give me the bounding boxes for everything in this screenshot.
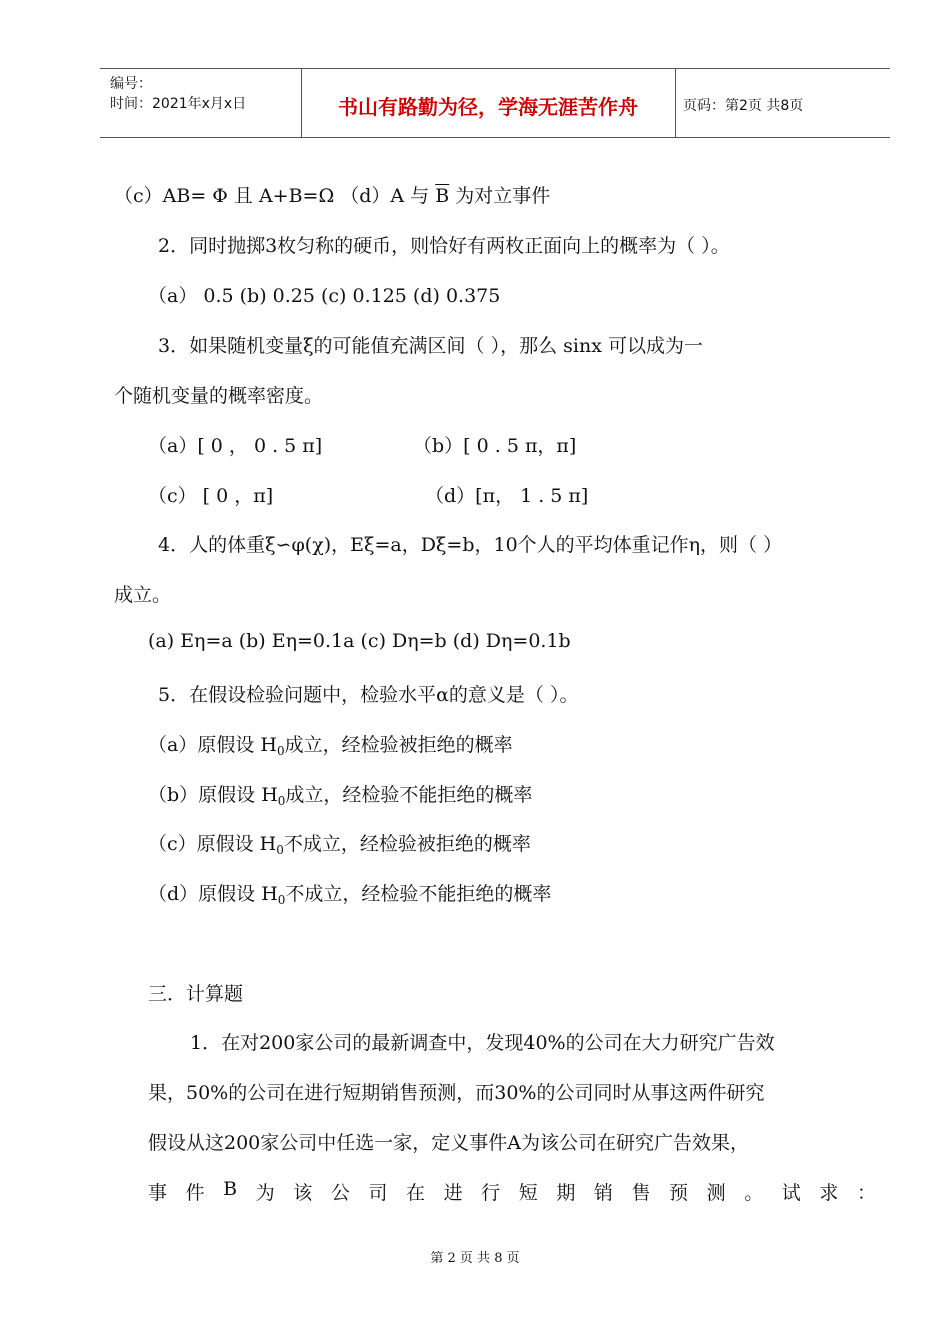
justified-char: 预	[669, 1182, 689, 1204]
justified-char: 售	[631, 1182, 651, 1204]
q5a-post: 成立，经检验被拒绝的概率	[284, 734, 513, 756]
justified-char: B	[223, 1178, 238, 1200]
question-5: 5．在假设检验问题中，检验水平α的意义是（ ）。	[158, 684, 579, 706]
time-label: 时间：2021年x月x日	[110, 96, 247, 112]
justified-char: 测	[706, 1182, 726, 1204]
justified-char: 公	[330, 1182, 350, 1204]
q5-option-b	[148, 780, 532, 807]
q5b-post: 成立，经检验不能拒绝的概率	[285, 784, 533, 806]
q1c-end: 为对立事件	[455, 185, 551, 207]
section-3-heading: 三．计算题	[148, 983, 244, 1005]
q5a-pre: （a）原假设 H	[148, 734, 277, 756]
question-3-cont: 个随机变量的概率密度。	[114, 385, 324, 407]
justified-char: 事	[148, 1182, 168, 1204]
problem-1-line-3: 假设从这200家公司中任选一家，定义事件A为该公司在研究广告效果，	[148, 1132, 749, 1154]
justified-char: 试	[781, 1182, 801, 1204]
motto: 书山有路勤为径，学海无涯苦作舟	[338, 95, 638, 119]
q5-option-c	[148, 829, 531, 856]
number-label: 编号：	[110, 76, 152, 92]
q3-option-a: （a）[ 0 ， 0 . 5 π]	[148, 435, 323, 457]
question-2: 2．同时抛掷3枚匀称的硬币，则恰好有两枚正面向上的概率为（ ）。	[158, 235, 730, 257]
q5b-pre: （b）原假设 H	[148, 784, 278, 806]
subscript-0: 0	[277, 794, 286, 808]
question-4: 4．人的体重ξ∽φ(χ)，Eξ=a，Dξ=b，10个人的平均体重记作η，则（ ）	[158, 534, 783, 556]
justified-char: 行	[481, 1182, 501, 1204]
page-footer: 第 2 页 共 8 页	[430, 1251, 520, 1266]
justified-char: 司	[368, 1182, 388, 1204]
q1c-text: （c）AB= Φ 且 A+B=Ω （d）A 与	[114, 185, 430, 207]
q2-options: （a） 0.5 (b) 0.25 (c) 0.125 (d) 0.375	[148, 285, 501, 307]
q3-option-c: （c） [ 0 ，π]	[148, 485, 274, 507]
justified-char: 期	[556, 1182, 576, 1204]
q1c-complement-b: $\overline{B}$	[435, 185, 450, 207]
q5d-post: 不成立，经检验不能拒绝的概率	[285, 883, 552, 905]
justified-char: 该	[293, 1182, 313, 1204]
justified-char: 件	[185, 1182, 205, 1204]
question-3: 3．如果随机变量ξ的可能值充满区间（ ），那么 sinx 可以成为一	[158, 335, 703, 357]
page-header	[100, 68, 890, 138]
subscript-0: 0	[277, 893, 286, 907]
subscript-0: 0	[276, 843, 284, 857]
subscript-0: 0	[276, 744, 285, 758]
q3-option-b: （b）[ 0 . 5 π，π]	[413, 435, 577, 457]
justified-char: 求	[819, 1182, 839, 1204]
problem-1-line-1: 1．在对200家公司的最新调查中，发现40%的公司在大力研究广告效	[190, 1032, 775, 1054]
q3-option-d: （d）[π， 1 . 5 π]	[425, 485, 589, 507]
justified-char: 进	[443, 1182, 463, 1204]
q1-options-cd	[114, 181, 550, 208]
problem-1-line-4	[148, 1178, 876, 1205]
justified-char: 在	[406, 1182, 426, 1204]
q5d-pre: （d）原假设 H	[148, 883, 278, 905]
problem-1-line-2: 果，50%的公司在进行短期销售预测，而30%的公司同时从事这两件研究	[148, 1082, 765, 1104]
justified-char: 销	[593, 1182, 613, 1204]
justified-char: ：	[856, 1182, 876, 1204]
header-motto-cell	[301, 69, 676, 137]
header-meta-cell	[100, 69, 302, 137]
header-page-cell	[675, 69, 890, 137]
q4-options: (a) Eη=a (b) Eη=0.1a (c) Dη=b (d) Dη=0.1b	[148, 630, 571, 652]
q5c-pre: （c）原假设 H	[148, 833, 277, 855]
q5c-post: 不成立，经检验被拒绝的概率	[283, 833, 531, 855]
page-code: 页码：第2页 共8页	[683, 98, 804, 114]
question-4-cont: 成立。	[114, 584, 172, 606]
justified-char: 为	[255, 1182, 275, 1204]
justified-char: 短	[518, 1182, 538, 1204]
q5-option-d	[148, 879, 551, 906]
justified-char: 。	[744, 1182, 764, 1204]
q5-option-a	[148, 730, 513, 757]
